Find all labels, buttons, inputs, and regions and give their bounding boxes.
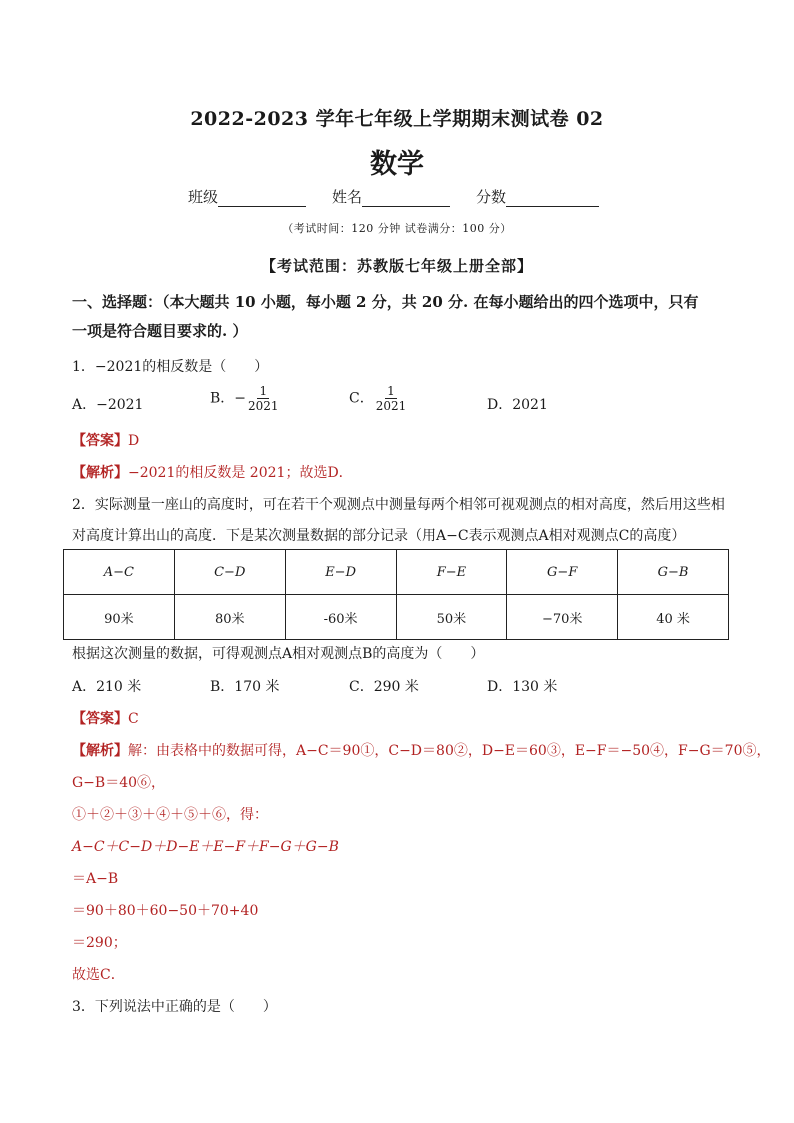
q2-table-header: G−F xyxy=(507,550,618,595)
q1-option-b-fraction xyxy=(248,384,279,413)
exam-info: （考试时间：120 分钟 试卷满分：100 分） xyxy=(282,222,512,235)
q2-stem-line2: 对高度计算出山的高度．下是某次测量数据的部分记录（用A−C表示观测点A相对观测点C的高度） xyxy=(72,528,686,544)
q2-table-cell: 40 米 xyxy=(618,595,729,640)
q2-option-d: D．130 米 xyxy=(487,679,558,695)
q2-table-header: F−E xyxy=(396,550,507,595)
section-heading xyxy=(72,288,732,346)
q2-measurement-table xyxy=(63,549,729,640)
q1-option-b-numerator: 1 xyxy=(259,384,268,398)
q1-option-d: D．2021 xyxy=(487,397,548,413)
q2-table-header: E−D xyxy=(285,550,396,595)
subject-title: 数学 xyxy=(370,149,424,180)
q2-analysis-label: 【解析】 xyxy=(72,743,128,759)
q2-table-cell: -60米 xyxy=(285,595,396,640)
q1-option-c-fraction xyxy=(376,384,407,413)
name-label: 姓名 xyxy=(332,188,363,206)
exam-title: 2022-2023 学年七年级上学期期末测试卷 02 xyxy=(190,108,604,130)
q2-analysis-text: 解：由表格中的数据可得，A−C＝90①，C−D＝80②，D−E＝60③，E−F＝−50④，F−G＝70⑤， xyxy=(128,743,771,759)
q1-option-a: A．−2021 xyxy=(72,397,144,413)
score-label: 分数 xyxy=(476,188,507,206)
q1-analysis-text: −2021的相反数是 2021；故选D． xyxy=(128,465,353,481)
q1-option-c xyxy=(349,384,408,413)
student-info-fields xyxy=(188,186,625,207)
q1-option-c-prefix: C． xyxy=(349,390,374,407)
q1-analysis xyxy=(72,462,353,482)
q2-answer-value: C xyxy=(128,711,139,727)
q2-analysis-line3: ①＋②＋③＋④＋⑤＋⑥，得： xyxy=(72,807,268,823)
q2-table-cell: 90米 xyxy=(64,595,175,640)
name-field xyxy=(332,186,450,207)
q2-option-c: C．290 米 xyxy=(349,679,419,695)
q2-answer xyxy=(72,708,139,728)
name-blank xyxy=(362,191,450,207)
q2-stem-line1: 2．实际测量一座山的高度时，可在若干个观测点中测量每两个相邻可视观测点的相对高度，然后用这些相 xyxy=(72,497,725,513)
q3-stem: 3．下列说法中正确的是（ ） xyxy=(72,999,277,1015)
q1-answer-label: 【答案】 xyxy=(72,433,128,449)
q2-table-cell: −70米 xyxy=(507,595,618,640)
q2-analysis-line2: G−B＝40⑥， xyxy=(72,775,166,791)
q1-option-b xyxy=(210,384,281,413)
q2-analysis-line7: ＝290； xyxy=(72,935,127,951)
q2-analysis-line5: ＝A−B xyxy=(72,871,119,887)
q2-analysis-line6: ＝90＋80＋60−50＋70+40 xyxy=(72,903,259,919)
q1-option-c-numerator: 1 xyxy=(387,384,395,398)
q1-analysis-label: 【解析】 xyxy=(72,465,128,481)
q2-table-value-row xyxy=(64,595,729,640)
q1-option-b-denominator: 2021 xyxy=(248,399,279,413)
q2-table-header-row xyxy=(64,550,729,595)
section-heading-line2: 一项是符合题目要求的. ） xyxy=(72,322,248,340)
q2-option-b: B．170 米 xyxy=(210,679,280,695)
class-label: 班级 xyxy=(188,188,219,206)
q2-analysis-line8: 故选C． xyxy=(72,967,125,983)
q2-answer-label: 【答案】 xyxy=(72,711,128,727)
q1-stem: 1．−2021的相反数是（ ） xyxy=(72,359,269,375)
q2-option-a: A．210 米 xyxy=(72,679,142,695)
q2-question: 根据这次测量的数据，可得观测点A相对观测点B的高度为（ ） xyxy=(72,646,485,662)
score-field xyxy=(476,186,599,207)
class-blank xyxy=(218,191,306,207)
q2-table-header: G−B xyxy=(618,550,729,595)
class-field xyxy=(188,186,306,207)
q2-analysis-line1 xyxy=(72,740,771,760)
section-heading-line1: 一、选择题：（本大题共 10 小题，每小题 2 分，共 20 分. 在每小题给出的四个选项中，只有 xyxy=(72,293,699,311)
score-blank xyxy=(506,191,599,207)
q2-table-cell: 80米 xyxy=(174,595,285,640)
exam-scope: 【考试范围：苏教版七年级上册全部】 xyxy=(260,257,533,275)
q2-analysis-line4: A−C＋C−D＋D−E＋E−F＋F−G＋G−B xyxy=(72,839,339,855)
q1-option-b-prefix: B．− xyxy=(210,390,247,407)
q2-table-header: C−D xyxy=(174,550,285,595)
q2-table-cell: 50米 xyxy=(396,595,507,640)
q2-table-header: A−C xyxy=(64,550,175,595)
q1-option-c-denominator: 2021 xyxy=(375,399,407,413)
q1-answer xyxy=(72,430,139,450)
q1-answer-value: D xyxy=(128,433,140,449)
